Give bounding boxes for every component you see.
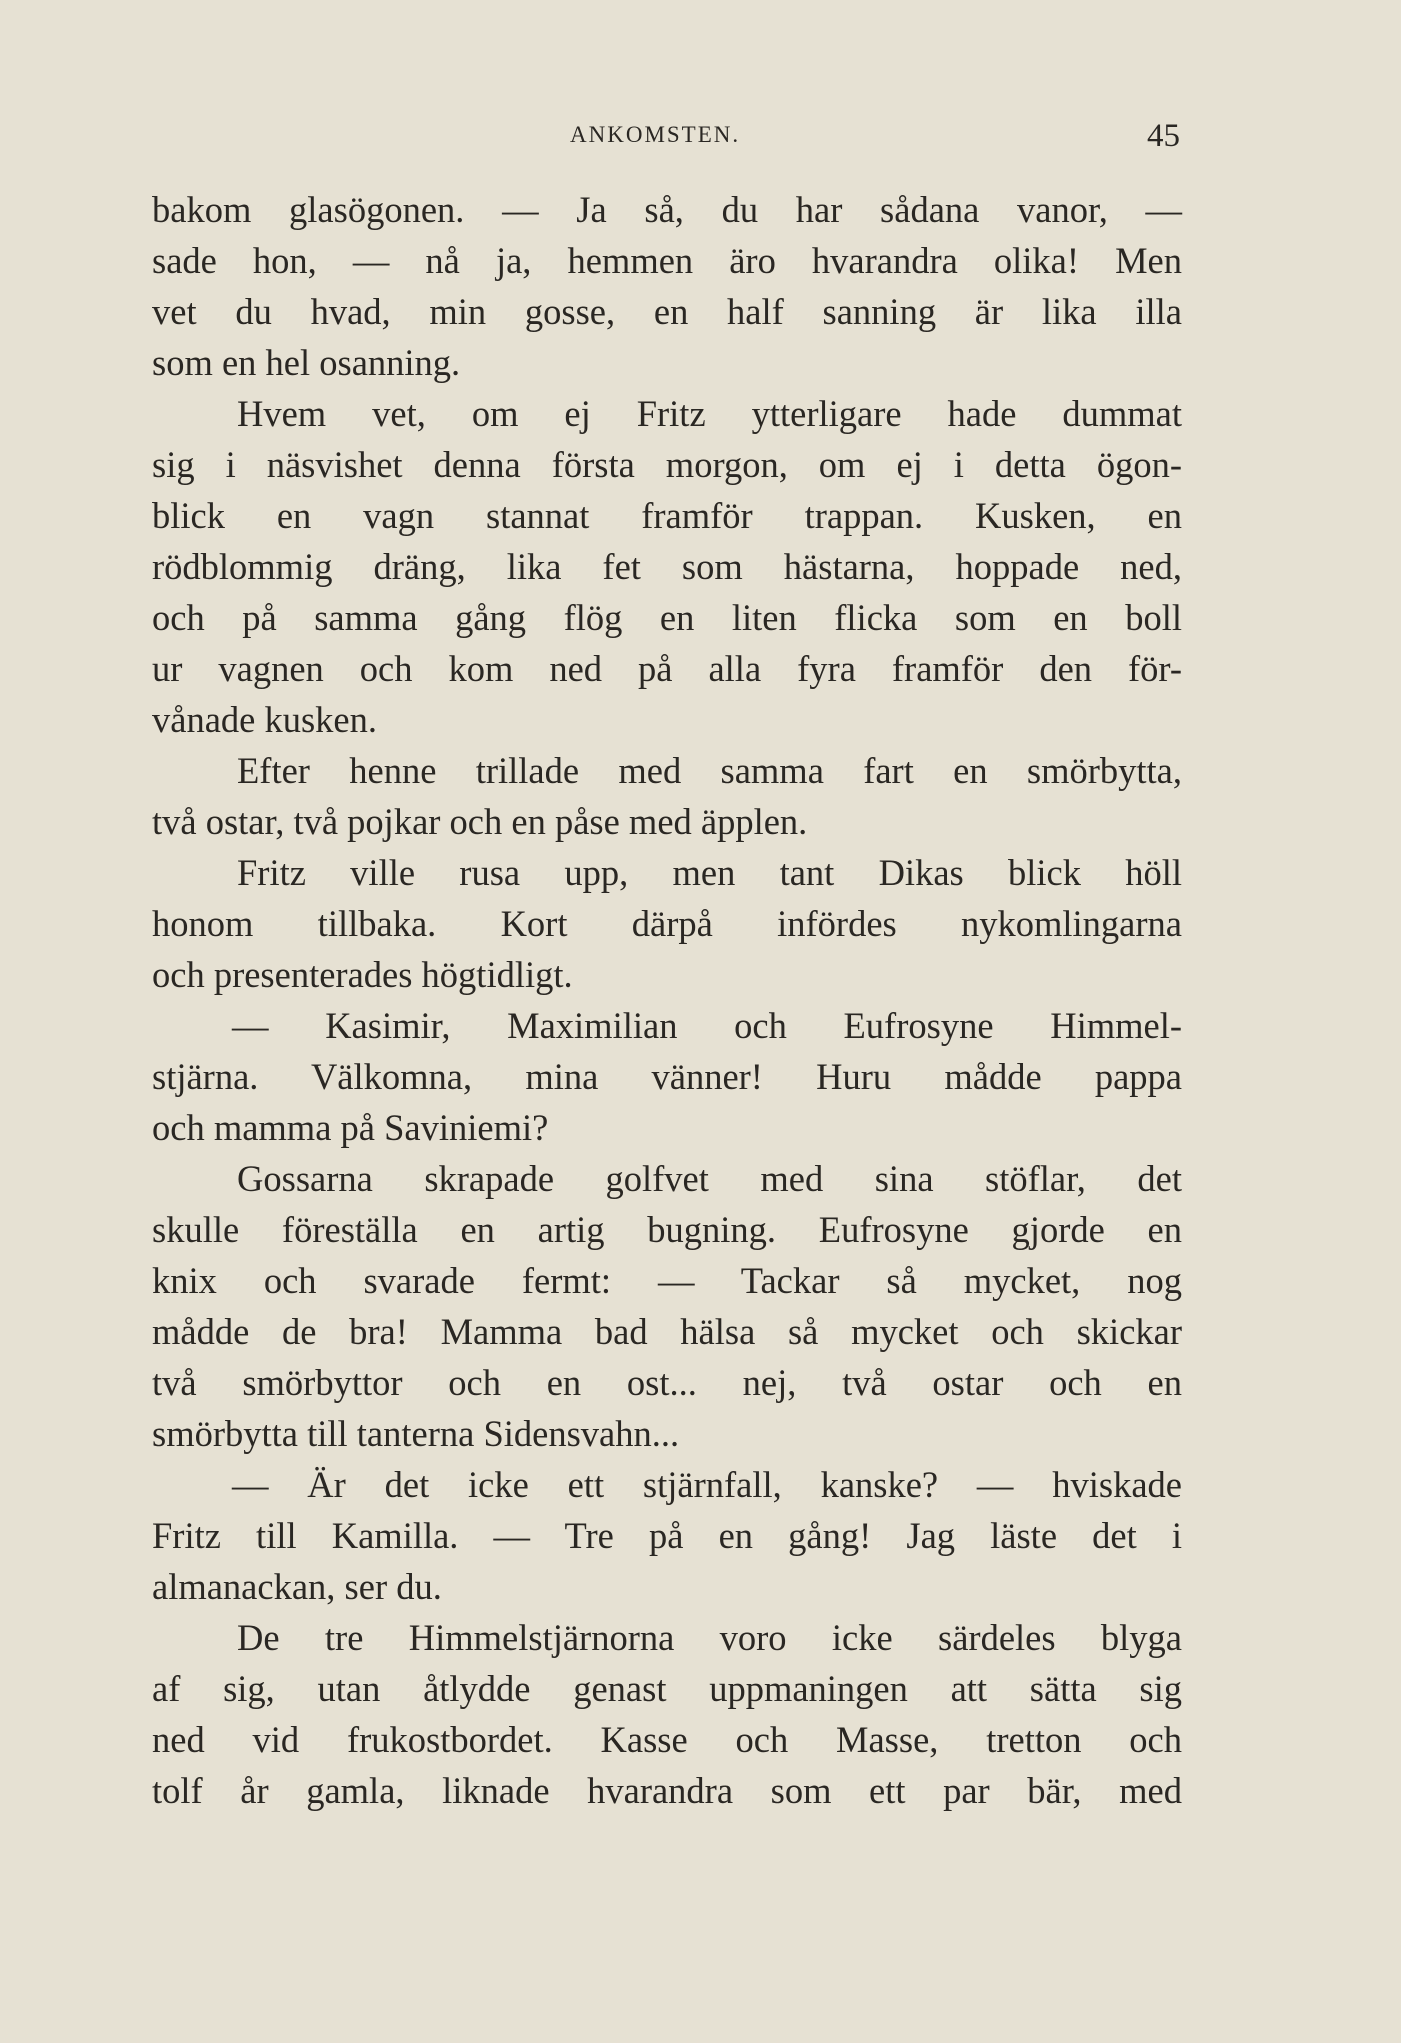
text-line: och presenterades högtidligt. xyxy=(152,954,573,995)
page-number: 45 xyxy=(1147,118,1180,154)
body-text xyxy=(152,184,1182,1816)
running-head xyxy=(150,118,1180,158)
text-line: Gossarna skrapade golfvet med sina stöflar, det xyxy=(237,1158,1182,1199)
text-line: — Är det icke ett stjärnfall, kanske? — hviskade xyxy=(232,1464,1182,1505)
text-line: Efter henne trillade med samma fart en smörbytta, xyxy=(237,750,1182,791)
text-line: honom tillbaka. Kort därpå infördes nykomlingarna xyxy=(152,903,1182,944)
text-line: vånade kusken. xyxy=(152,699,378,740)
text-line: bakom glasögonen. — Ja så, du har sådana vanor, — xyxy=(152,189,1182,230)
text-line: ur vagnen och kom ned på alla fyra framför den för- xyxy=(152,648,1182,689)
text-line: De tre Himmelstjärnorna voro icke särdeles blyga xyxy=(237,1617,1182,1658)
text-line: Fritz ville rusa upp, men tant Dikas blick höll xyxy=(237,852,1182,893)
text-line: Hvem vet, om ej Fritz ytterligare hade dummat xyxy=(237,393,1182,434)
text-line: som en hel osanning. xyxy=(152,342,461,383)
text-line: två smörbyttor och en ost... nej, två ostar och en xyxy=(152,1362,1182,1403)
text-line: två ostar, två pojkar och en påse med äpplen. xyxy=(152,801,808,842)
text-line: blick en vagn stannat framför trappan. Kusken, en xyxy=(152,495,1182,536)
text-line: smörbytta till tanterna Sidensvahn... xyxy=(152,1413,680,1454)
text-line: af sig, utan åtlydde genast uppmaningen att sätta sig xyxy=(152,1668,1182,1709)
running-title: ANKOMSTEN. xyxy=(570,122,741,147)
text-line: och mamma på Saviniemi? xyxy=(152,1107,549,1148)
text-line: och på samma gång flög en liten flicka som en boll xyxy=(152,597,1182,638)
text-line: — Kasimir, Maximilian och Eufrosyne Himmel- xyxy=(232,1005,1182,1046)
text-line: knix och svarade fermt: — Tackar så mycket, nog xyxy=(152,1260,1182,1301)
text-line: ned vid frukostbordet. Kasse och Masse, tretton och xyxy=(152,1719,1182,1760)
text-line: vet du hvad, min gosse, en half sanning är lika illa xyxy=(152,291,1182,332)
text-line: tolf år gamla, liknade hvarandra som ett par bär, med xyxy=(152,1770,1182,1811)
text-line: sig i näsvishet denna första morgon, om ej i detta ögon- xyxy=(152,444,1182,485)
text-line: Fritz till Kamilla. — Tre på en gång! Jag läste det i xyxy=(152,1515,1182,1556)
text-line: almanackan, ser du. xyxy=(152,1566,442,1607)
text-line: mådde de bra! Mamma bad hälsa så mycket och skickar xyxy=(152,1311,1182,1352)
text-line: stjärna. Välkomna, mina vänner! Huru mådde pappa xyxy=(152,1056,1182,1097)
text-line: rödblommig dräng, lika fet som hästarna, hoppade ned, xyxy=(152,546,1182,587)
text-line: skulle föreställa en artig bugning. Eufrosyne gjorde en xyxy=(152,1209,1182,1250)
text-line: sade hon, — nå ja, hemmen äro hvarandra olika! Men xyxy=(152,240,1182,281)
